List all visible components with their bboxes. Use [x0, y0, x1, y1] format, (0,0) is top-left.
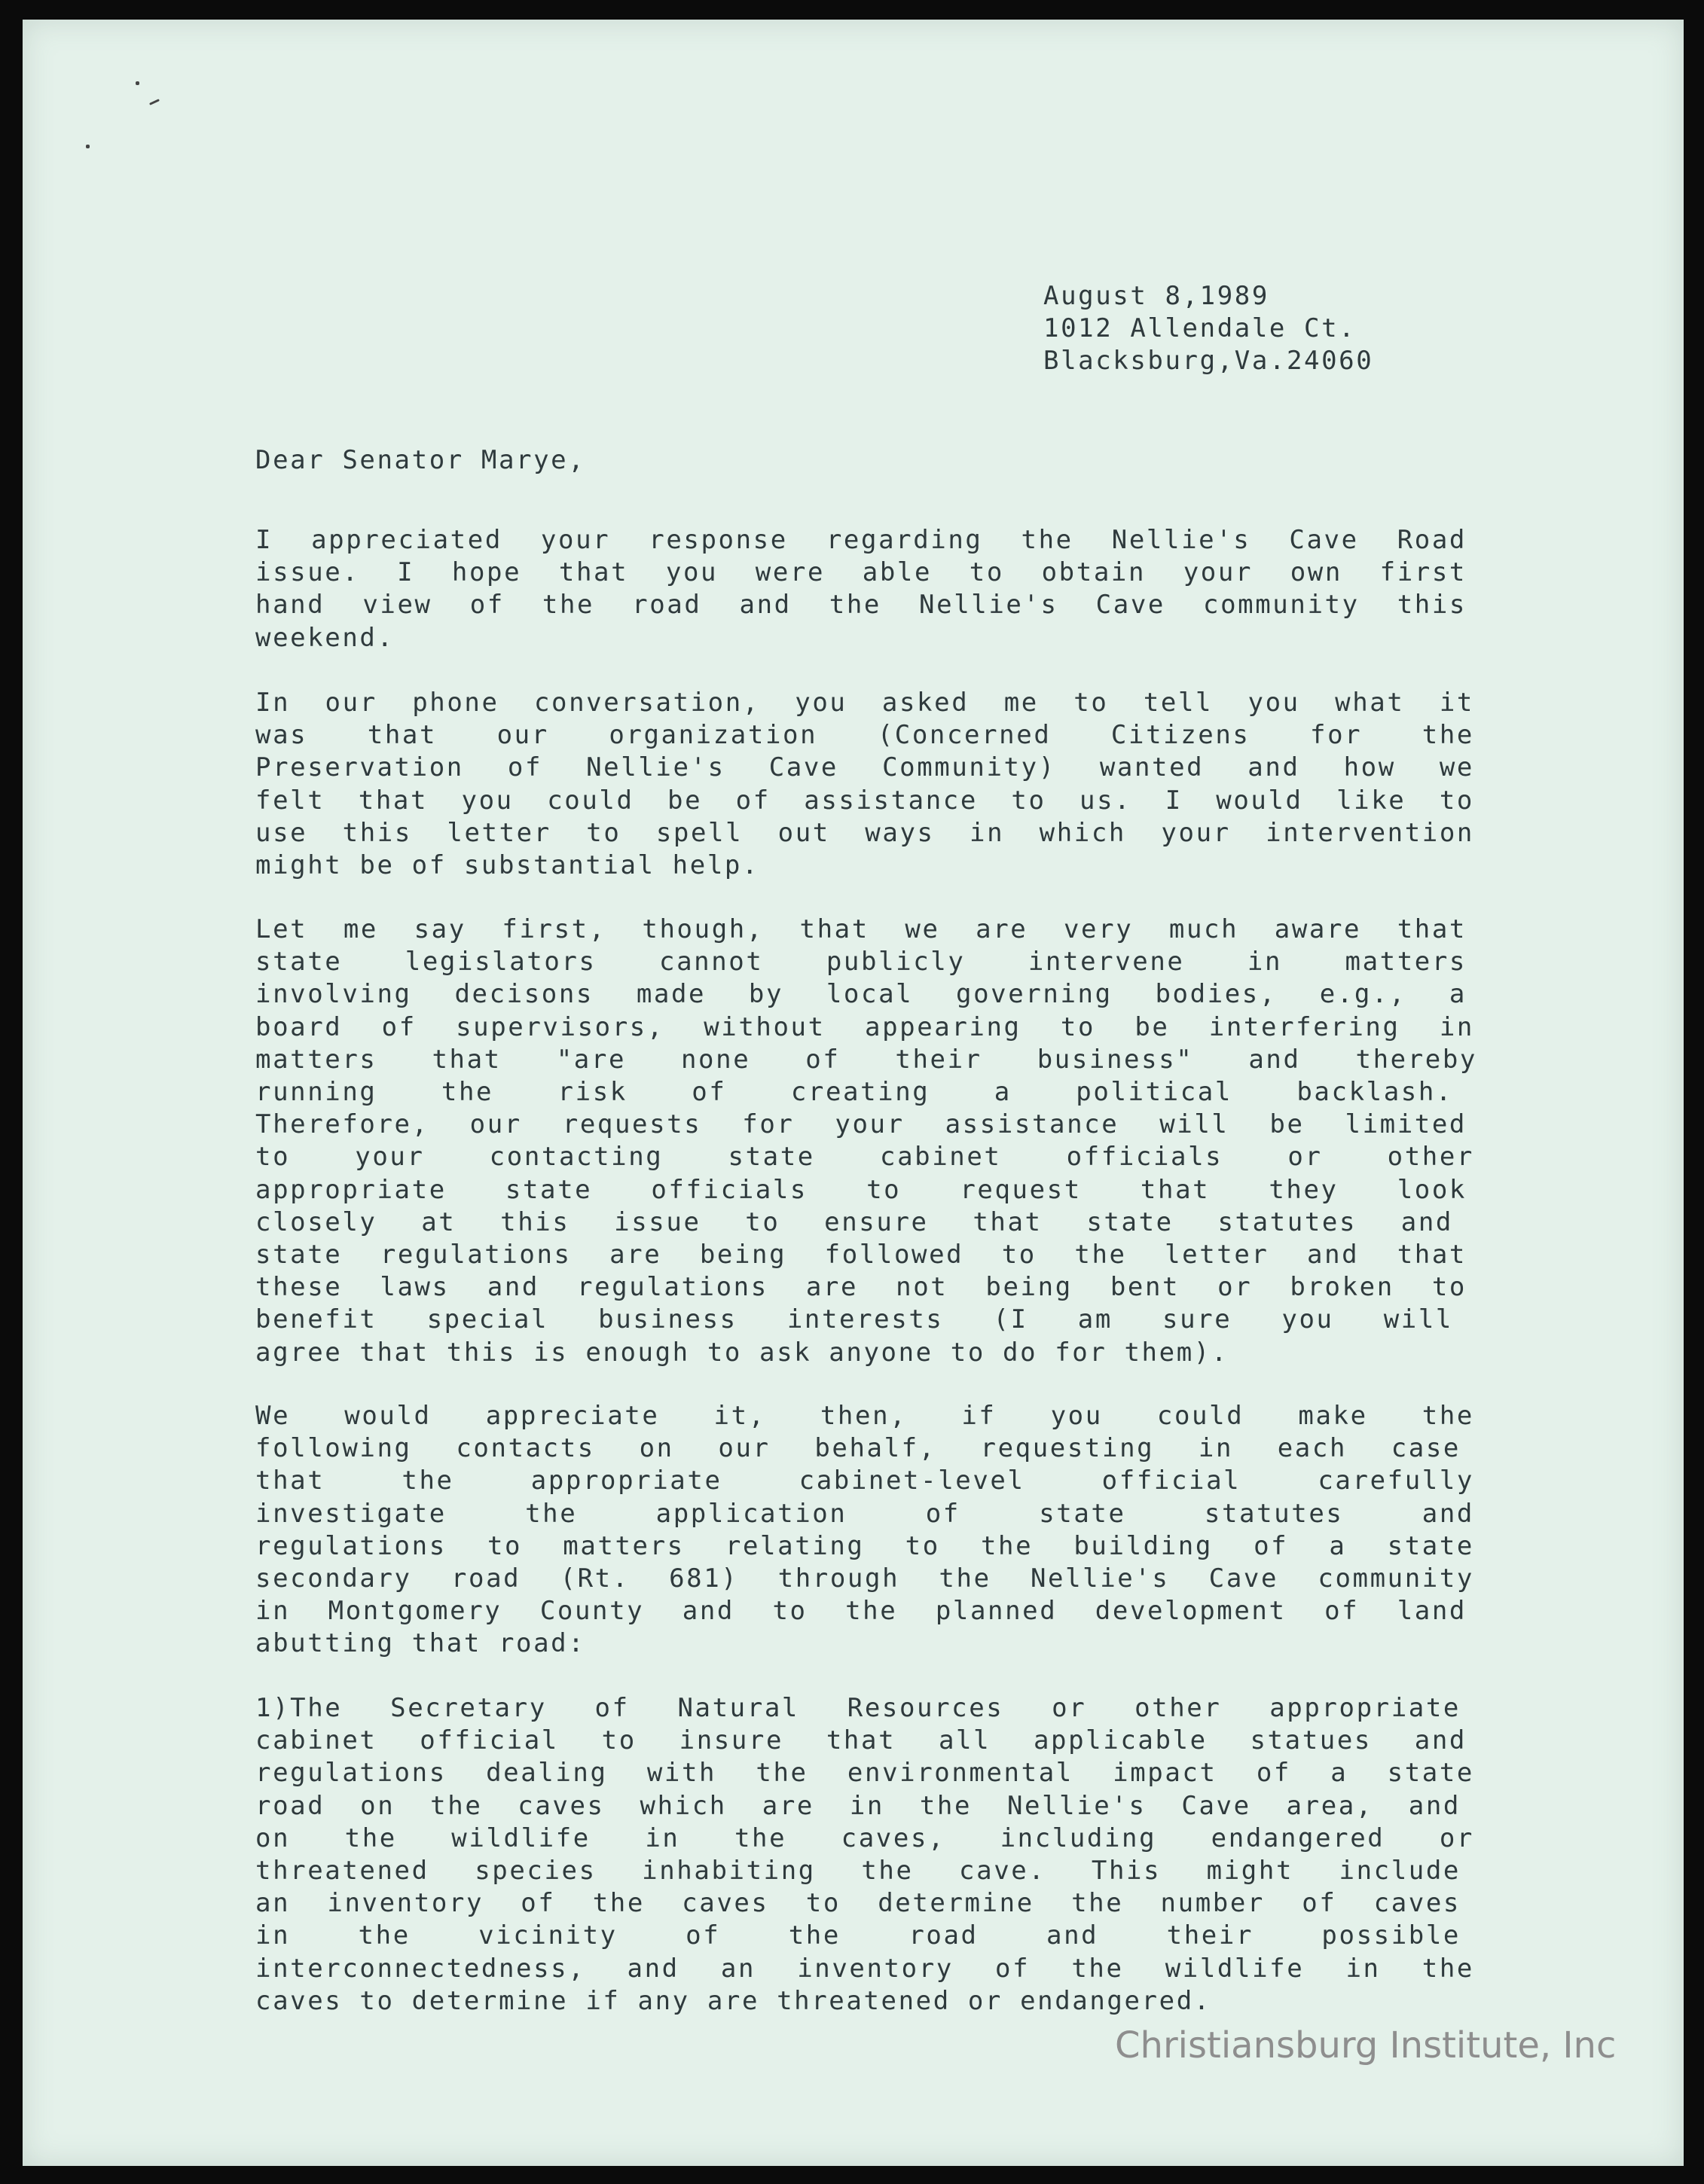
letter-date: August 8,1989: [1043, 281, 1269, 311]
paragraph-line: appropriate state officials to request that they look: [255, 1175, 1467, 1205]
paragraph-line: that the appropriate cabinet-level official carefully: [255, 1466, 1474, 1496]
paragraph-line: use this letter to spell out ways in which your intervention: [255, 818, 1474, 848]
paragraph-line: felt that you could be of assistance to us. I would like to: [255, 785, 1474, 816]
paragraph-line: Preservation of Nellie's Cave Community) wanted and how we: [255, 752, 1474, 782]
paragraph-line: an inventory of the caves to determine the number of caves: [255, 1888, 1461, 1918]
paragraph-line: following contacts on our behalf, requesting in each case: [255, 1433, 1461, 1463]
paragraph-line: In our phone conversation, you asked me to tell you what it: [255, 688, 1474, 718]
paragraph-line: involving decisons made by local governing bodies, e.g., a: [255, 979, 1467, 1009]
paragraph-line: Therefore, our requests for your assistance will be limited: [255, 1109, 1467, 1139]
letter-page: [23, 20, 1684, 2166]
paragraph-line: matters that "are none of their business" and thereby: [255, 1045, 1477, 1075]
paragraph-line: threatened species inhabiting the cave. This might include: [255, 1856, 1461, 1886]
paragraph-line: secondary road (Rt. 681) through the Nellie's Cave community: [255, 1563, 1474, 1594]
paragraph-line: state legislators cannot publicly intervene in matters: [255, 947, 1467, 977]
paragraph-line: hand view of the road and the Nellie's Cave community this: [255, 590, 1467, 620]
letter-body: [23, 20, 1684, 2166]
paragraph-line: cabinet official to insure that all applicable statues and: [255, 1725, 1467, 1755]
paragraph-line: these laws and regulations are not being bent or broken to: [255, 1272, 1467, 1302]
paragraph-line: regulations to matters relating to the building of a state: [255, 1531, 1474, 1561]
paragraph-line: issue. I hope that you were able to obtain your own first: [255, 557, 1467, 587]
watermark: Christiansburg Institute, Inc: [1115, 2024, 1617, 2067]
paragraph-line: board of supervisors, without appearing to be interfering in: [255, 1012, 1474, 1042]
salutation: Dear Senator Marye,: [255, 445, 586, 475]
paragraph-line: interconnectedness, and an inventory of the wildlife in the: [255, 1954, 1474, 1984]
paragraph-line: state regulations are being followed to the letter and that: [255, 1240, 1467, 1270]
paragraph-line: in the vicinity of the road and their possible: [255, 1920, 1461, 1951]
paragraph-line: weekend.: [255, 623, 395, 653]
paragraph-line: abutting that road:: [255, 1628, 586, 1658]
paragraph-line: I appreciated your response regarding the Nellie's Cave Road: [255, 525, 1467, 555]
paragraph-line: closely at this issue to ensure that state statutes and: [255, 1207, 1453, 1237]
paragraph-line: 1)The Secretary of Natural Resources or other appropriate: [255, 1693, 1461, 1723]
paragraph-line: We would appreciate it, then, if you could make the: [255, 1401, 1474, 1431]
paragraph-line: caves to determine if any are threatened or endangered.: [255, 1986, 1211, 2016]
paragraph-line: investigate the application of state statutes and: [255, 1499, 1474, 1529]
paragraph-line: agree that this is enough to ask anyone to do for them).: [255, 1338, 1229, 1368]
paragraph-line: was that our organization (Concerned Citizens for the: [255, 720, 1474, 750]
paragraph-line: to your contacting state cabinet officials or other: [255, 1142, 1474, 1172]
paragraph-line: might be of substantial help.: [255, 850, 760, 880]
address-street: 1012 Allendale Ct.: [1043, 313, 1357, 343]
paragraph-line: benefit special business interests (I am sure you will: [255, 1304, 1453, 1334]
paragraph-line: on the wildlife in the caves, including endangered or: [255, 1823, 1474, 1853]
paragraph-line: in Montgomery County and to the planned development of land: [255, 1596, 1467, 1626]
address-city: Blacksburg,Va.24060: [1043, 346, 1374, 376]
paragraph-line: regulations dealing with the environmental impact of a state: [255, 1758, 1474, 1788]
paragraph-line: running the risk of creating a political backlash.: [255, 1077, 1453, 1107]
paragraph-line: road on the caves which are in the Nellie's Cave area, and: [255, 1791, 1461, 1821]
paragraph-line: Let me say first, though, that we are very much aware that: [255, 914, 1467, 944]
